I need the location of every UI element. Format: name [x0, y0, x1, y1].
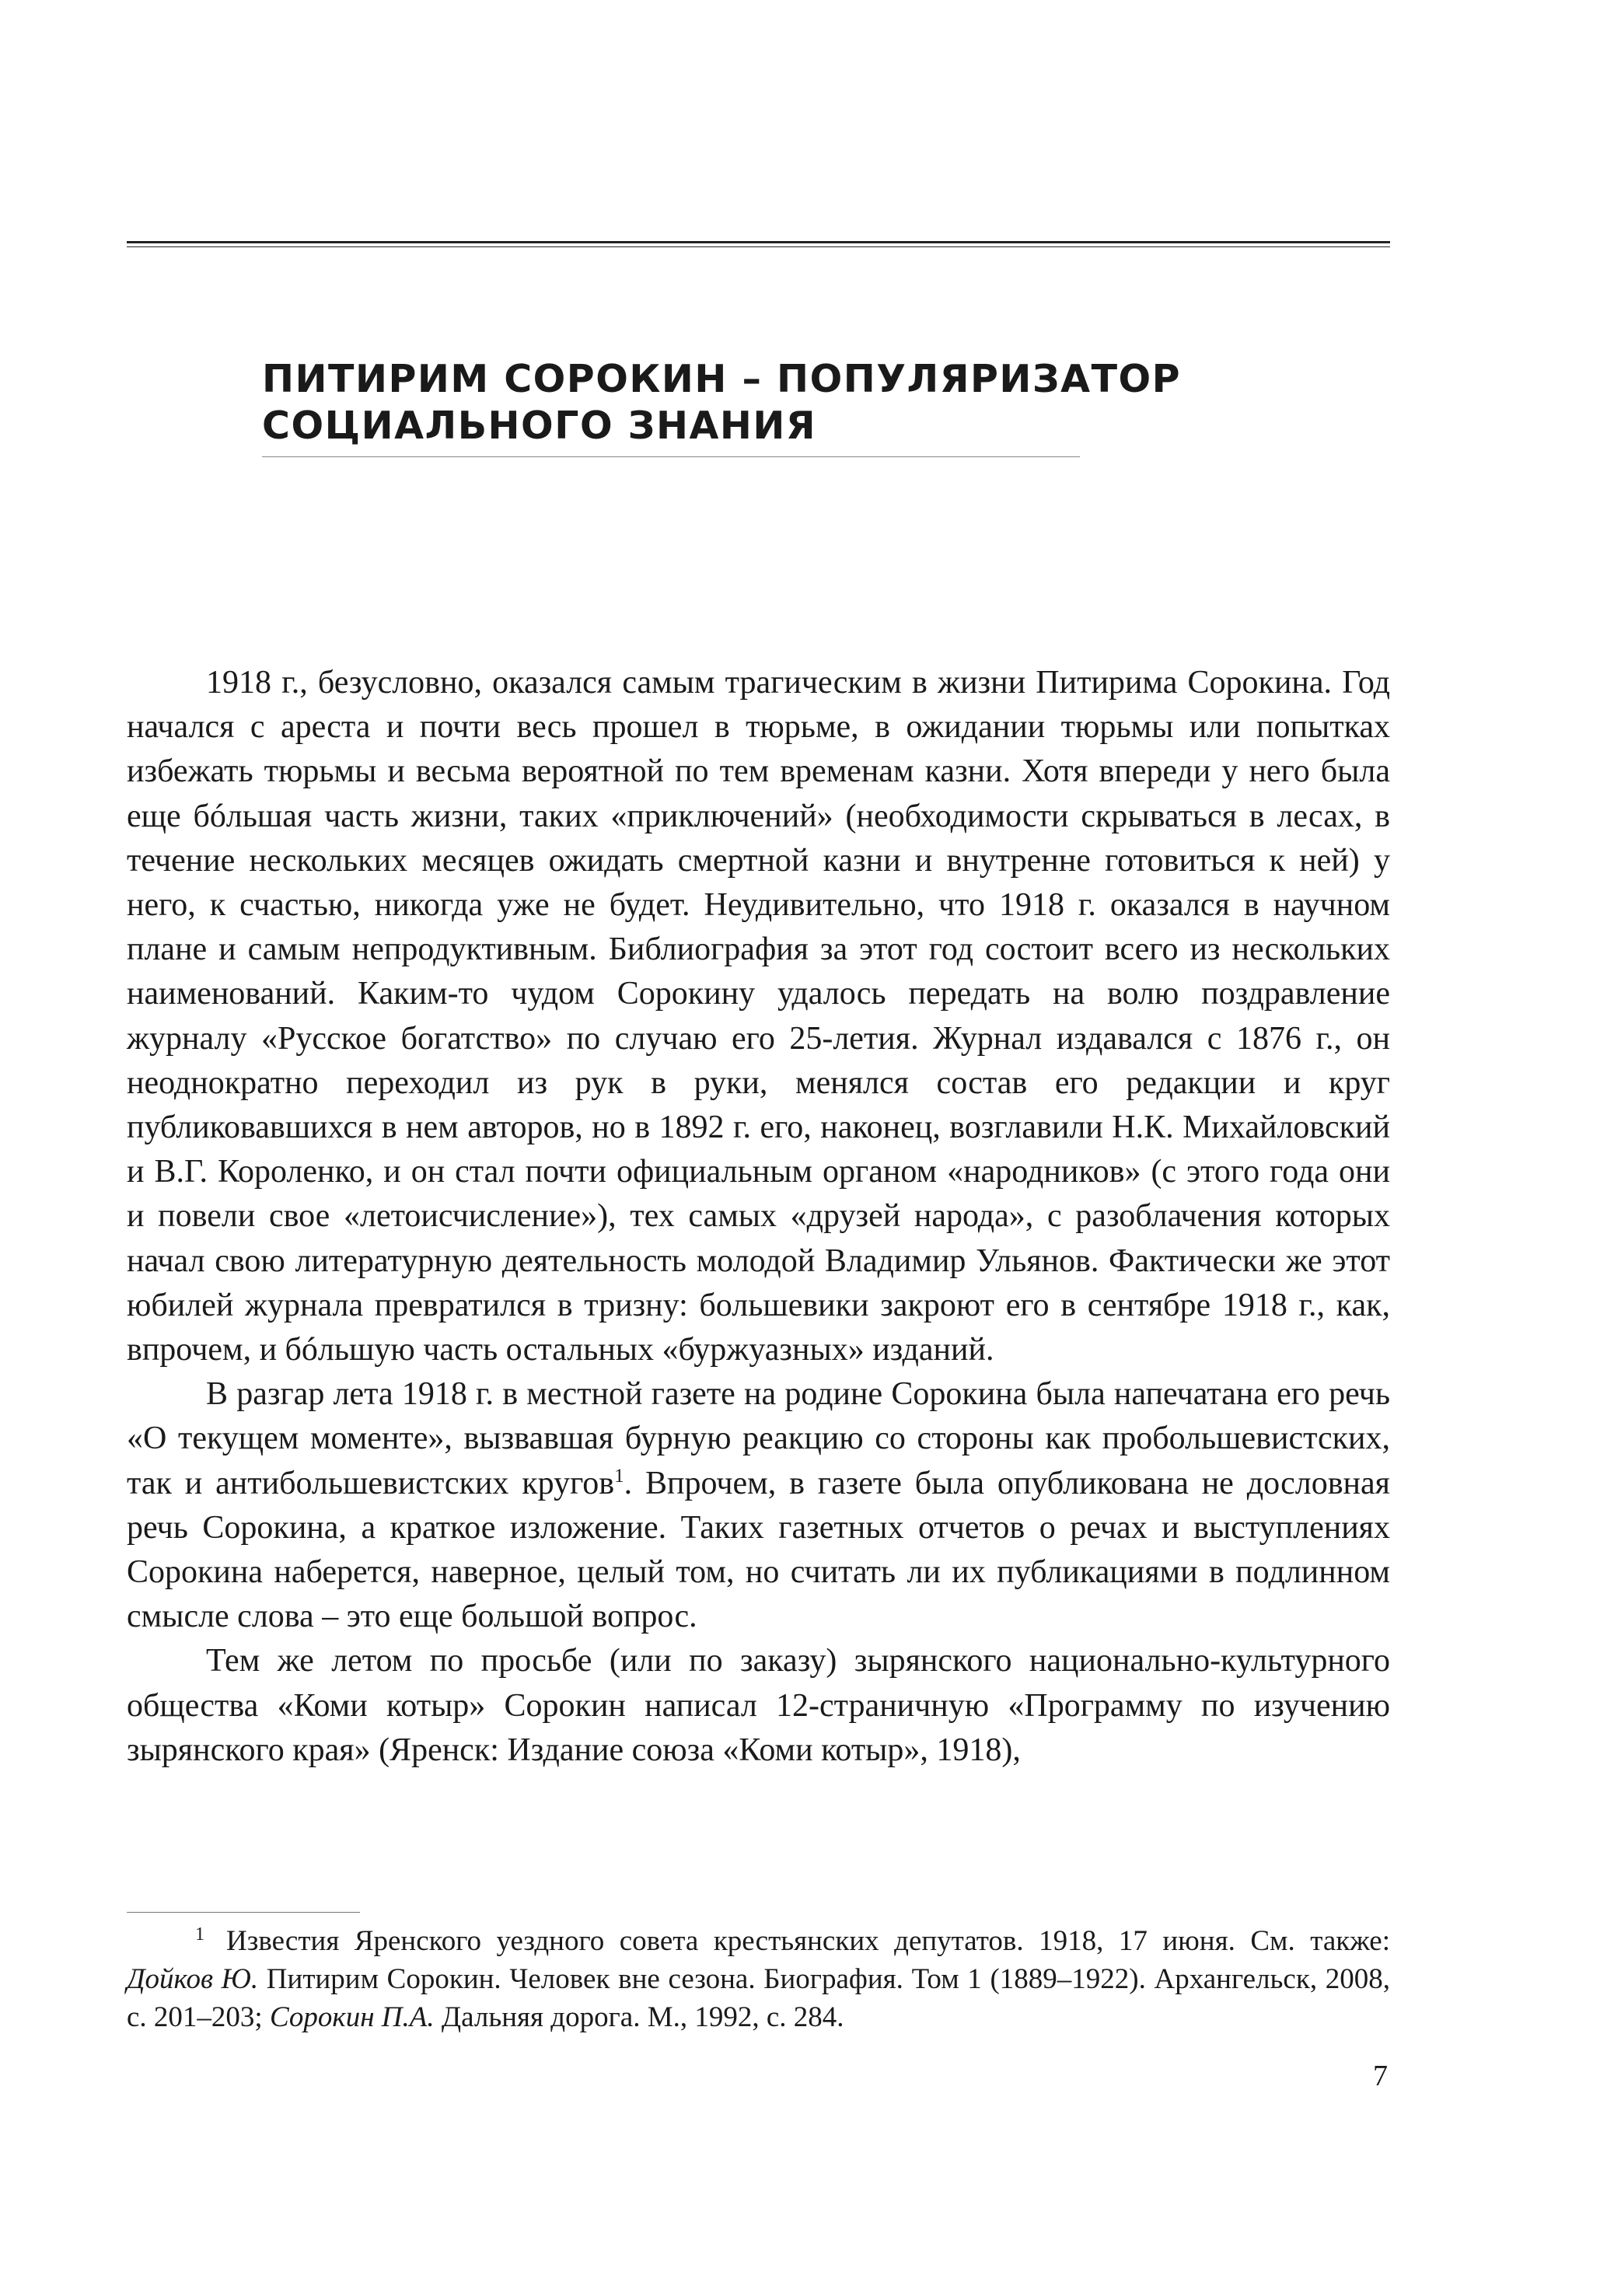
paragraph-2-text-before: В разгар лета 1918 г. в местной газете на родине Сорокина была напечатана его речь «О текущем моменте», вызвавшая бурную реакцию со стороны как пробольшевистских, так и антибольшевистских кругов: [127, 1376, 1390, 1501]
paragraph-1: 1918 г., безусловно, оказался самым трагическим в жизни Питирима Сорокина. Год начался с ареста и почти весь прошел в тюрьме, в ожидании тюрьмы или попытках избежать тюрьмы и весьма вероятной по тем временам казни. Хотя впереди у него была еще бóльшая часть жизни, таких «приключений» (необходимости скрываться в лесах, в течение нескольких месяцев ожидать смертной казни и внутренне готовиться к ней) у него, к счастью, никогда уже не будет. Неудивительно, что 1918 г. оказался в научном плане и самым непродуктивным. Библиография за этот год состоит всего из нескольких наименований. Каким-то чудом Сорокину удалось передать на волю поздравление журналу «Русское богатство» по случаю его 25-летия. Журнал издавался с 1876 г., он неоднократно переходил из рук в руки, менялся состав его редакции и круг публиковавшихся в нем авторов, но в 1892 г. его, наконец, возглавили Н.К. Михайловский и В.Г. Короленко, и он стал почти официальным органом «народников» (с этого года они и повели свое «летоисчисление»), тех самых «друзей народа», с разоблачения которых начал свою литературную деятельность молодой Владимир Ульянов. Фактически же этот юбилей журнала превратился в тризну: большевики закроют его в сентябре 1918 г., как, впрочем, и бóльшую часть остальных «буржуазных» изданий.: [127, 665, 1390, 1368]
header-rule: [127, 241, 1390, 247]
footnote: [127, 1922, 1390, 2036]
footnote-reference[interactable]: 1: [614, 1465, 624, 1487]
footnote-author-1: Дойков Ю.: [127, 1963, 259, 1995]
footnote-part-1: Известия Яренского уездного совета крестьянских депутатов. 1918, 17 июня. См. также:: [226, 1925, 1390, 1957]
body-text: [127, 661, 1390, 1773]
footnote-number: 1: [195, 1924, 204, 1945]
paragraph-2-text-after: . Впрочем, в газете была опубликована не дословная речь Сорокина, а краткое изложение. Таких газетных отчетов о речах и выступлениях Сорокина наберется, наверное, целый том, но считать ли их публикациями в подлинном смысле слова – это еще большой вопрос.: [127, 1465, 1390, 1635]
paragraph-3: Тем же летом по просьбе (или по заказу) зырянского национально-культурного общества «Коми котыр» Сорокин написал 12-страничную «Программу по изучению зырянского края» (Яренск: Издание союза «Коми котыр», 1918),: [127, 1643, 1390, 1768]
chapter-title-line-1: ПИТИРИМ СОРОКИН – ПОПУЛЯРИЗАТОР: [262, 357, 1182, 401]
title-underline: [262, 456, 1080, 457]
footnote-author-2: Сорокин П.А.: [269, 2001, 435, 2033]
chapter-title-block: [262, 356, 1234, 449]
footnote-part-2: Питирим Сорокин. Человек вне сезона. Биография. Том 1 (1889–1922). Архангельск, 2008, с. 201–203;: [127, 1963, 1390, 2033]
footnote-part-3: Дальняя дорога. М., 1992, с. 284.: [434, 2001, 844, 2033]
footnote-text: [127, 1922, 1390, 2036]
chapter-title-line-2: СОЦИАЛЬНОГО ЗНАНИЯ: [262, 404, 817, 448]
chapter-title: [262, 356, 1234, 449]
footnote-separator: [127, 1912, 360, 1913]
paragraph-2: [127, 1372, 1390, 1639]
page-number: 7: [1373, 2060, 1388, 2092]
